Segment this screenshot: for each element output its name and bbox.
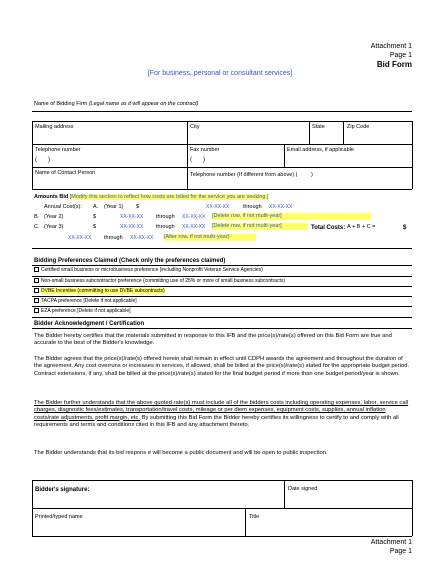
contact-phone-paren-close: ) xyxy=(311,172,313,178)
row-a-through: through xyxy=(243,204,262,210)
row-b-from-date[interactable]: XX-XX-XX xyxy=(120,214,144,220)
checkbox[interactable] xyxy=(34,308,39,313)
printed-name-field[interactable]: Printed/typed name xyxy=(35,514,83,520)
title-field[interactable]: Title xyxy=(249,514,260,520)
total-costs-label: Total Costs: xyxy=(311,225,346,231)
row-a-letter: A. xyxy=(93,204,99,210)
contact-phone-label: Telephone number (If different from above) ( xyxy=(190,172,298,178)
row-a-to-date[interactable]: XX-XX-XX xyxy=(269,204,293,210)
amounts-bid-instruction: [Modify this section to reflect how costs are billed for the service you are seeking.] xyxy=(69,194,269,200)
firm-name-label: Name of Bidding Firm xyxy=(34,101,88,107)
annual-cost-label: Annual Cost(s): xyxy=(44,204,82,210)
page-number: Page 1 xyxy=(389,52,412,59)
row-d-to-date[interactable]: XX-XX-XX xyxy=(130,235,154,241)
preference-item[interactable]: Certified small business or microbusiness preference (including Nonprofit Veteran Service Agencies) xyxy=(34,267,263,274)
row-c-from-date[interactable]: XX-XX-XX xyxy=(120,224,144,230)
preference-item[interactable]: Non-small business subcontractor preference (committing use of 25% or more of small business subcontracts) xyxy=(34,278,285,285)
row-a-dollar: $ xyxy=(136,204,140,210)
mailing-address-field[interactable]: Mailing address xyxy=(35,124,74,130)
row-d-from-date[interactable]: XX-XX-XX xyxy=(68,235,92,241)
contact-person-field[interactable]: Name of Contact Person xyxy=(35,170,96,176)
email-field[interactable]: Email address, if applicable xyxy=(287,147,354,153)
acknowledgment-paragraph-1: The Bidder hereby certifies that the materials submitted in response to this IFB and the price(s)/rate(s) offered on this Bid Form are true and accurate to the best of the Bidder's knowledge. xyxy=(34,333,392,347)
footer-page: Page 1 xyxy=(389,548,412,555)
row-b-dollar: $ xyxy=(93,214,97,220)
row-c-dollar: $ xyxy=(93,224,97,230)
checkbox[interactable] xyxy=(34,278,39,283)
zip-code-field[interactable]: Zip Code xyxy=(347,124,370,130)
fax-field[interactable]: Fax number xyxy=(190,147,220,153)
state-field[interactable]: State xyxy=(312,124,325,130)
firm-name-hint: (Legal name as it will appear on the contract) xyxy=(88,101,199,107)
row-b-year: (Year 2) xyxy=(44,214,64,220)
row-d-note: [Alter row, if not multi-year] xyxy=(164,234,256,241)
form-title: Bid Form xyxy=(376,60,412,69)
checkbox[interactable] xyxy=(34,298,39,303)
checkbox[interactable] xyxy=(34,288,39,293)
acknowledgment-paragraph-4: The Bidder understands that its bid respons e will become a public document and will be open to public inspection. xyxy=(34,450,328,456)
form-subtitle: [For business, personal or consultant services] xyxy=(147,70,293,77)
row-c-letter: C. xyxy=(34,224,40,230)
preference-item[interactable]: TACPA preference [Delete if not applicable] xyxy=(34,298,137,305)
row-b-note: [Delete row, if not multi-year] xyxy=(212,213,371,220)
firm-name-field[interactable] xyxy=(34,101,198,108)
total-costs-dollar: $ xyxy=(403,225,407,231)
fax-paren-close: ) xyxy=(203,157,205,163)
row-c-note: [Delete row, if not multi-year] xyxy=(212,223,308,230)
footer-attachment: Attachment 1 xyxy=(370,539,412,546)
amounts-bid-header xyxy=(34,194,268,201)
row-b-to-date[interactable]: XX-XX-XX xyxy=(182,214,206,220)
row-c-year: (Year 3) xyxy=(44,224,64,230)
row-a-from-date[interactable]: XX-XX-XX xyxy=(206,204,230,210)
checkbox[interactable] xyxy=(34,267,39,272)
acknowledgment-paragraph-2: The Bidder agrees that the price(s)/rate(s) offered herein shall remain in effect until CDPH awards the agreement and throughout the duration of the agreement. Any cost overruns or increases in services, if allowed, shall be billed at the price(s)/rate(s) stated for the appropriate budget period. Contract extensions, if any, shall be billed at the price(s)/rate(s) stated for the final budget period if more than one budget period/year is shown. xyxy=(34,356,410,377)
row-b-letter: B. xyxy=(34,214,40,220)
telephone-paren-close: ) xyxy=(48,157,50,163)
telephone-paren-open: ( xyxy=(35,157,37,163)
preferences-title: Bidding Preferences Claimed (Check only the preferences claimed) xyxy=(34,258,226,264)
row-c-through: through xyxy=(156,224,175,230)
contact-phone-field[interactable] xyxy=(190,172,313,179)
preference-item[interactable]: DVBE Incentive (committing to use DVBE subcontracts) xyxy=(34,288,165,295)
row-a-year: (Year 1) xyxy=(104,204,124,210)
preference-item[interactable]: EZA preference [Delete if not applicable] xyxy=(34,308,131,315)
row-b-through: through xyxy=(156,214,175,220)
fax-paren-open: ( xyxy=(190,157,192,163)
attachment-label: Attachment 1 xyxy=(370,43,412,50)
city-field[interactable]: City xyxy=(190,124,200,130)
acknowledgment-title: Bidder Acknowledgment / Certification xyxy=(34,321,145,327)
acknowledgment-paragraph-3: The Bidder further understands that the above quoted rate(s) must include all of the bidders costs including operating expenses, labor, service call charges, diagnostic fees/estimates, transportation/travel costs, mileage or per diem expenses, equipment costs, supplies, annual inflation costs/rate adjustments, profit margin, etc. By submitting this Bid Form the Bidder hereby certifies its willingness to certify to and comply with all requirements and terms and conditions cited in this IFB and any attachment thereto. xyxy=(34,400,409,428)
row-d-through: through xyxy=(104,235,123,241)
bidder-signature-field[interactable]: Bidder's signature: xyxy=(35,487,90,493)
total-costs-formula: A + B + C = xyxy=(347,224,376,230)
telephone-field[interactable]: Telephone number xyxy=(35,147,81,153)
date-signed-field[interactable]: Date signed xyxy=(288,486,318,492)
row-c-to-date[interactable]: XX-XX-XX xyxy=(182,224,206,230)
amounts-bid-label: Amounts Bid xyxy=(34,194,69,200)
